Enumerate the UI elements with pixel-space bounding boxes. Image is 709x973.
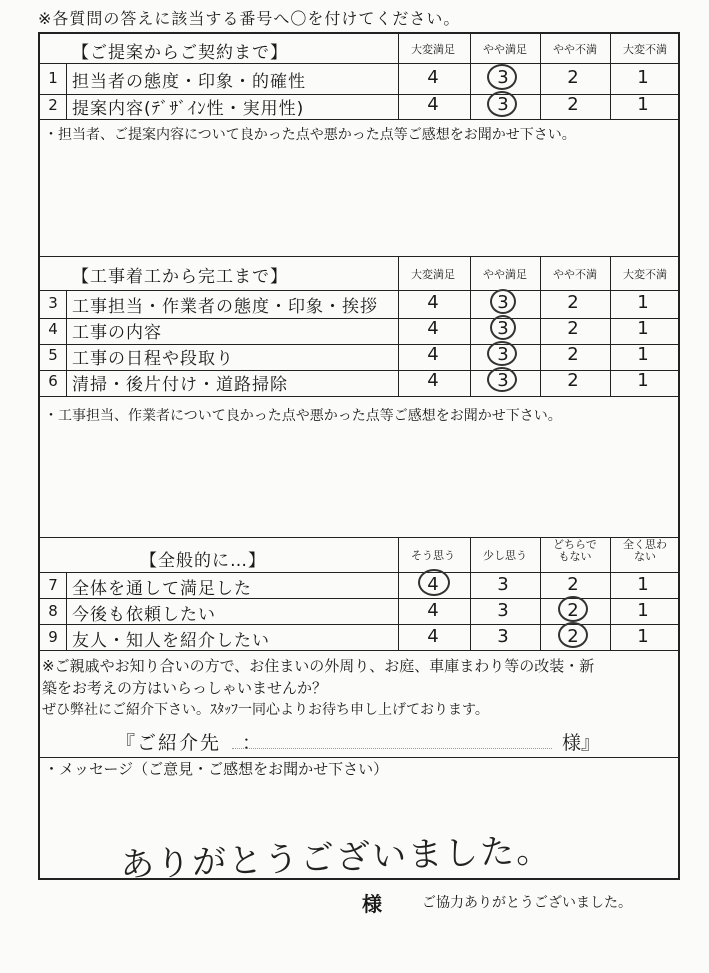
option-2[interactable]: 2 <box>567 344 579 365</box>
col-header: やや満足 <box>483 43 527 56</box>
question-text: 工事担当・作業者の態度・印象・挨拶 <box>72 297 378 317</box>
col-header: そう思う <box>411 549 455 562</box>
question-text: 工事の内容 <box>72 323 162 343</box>
section1-title: 【ご提案からご契約まで】 <box>72 43 288 63</box>
question-number: 6 <box>48 372 58 390</box>
option-1[interactable]: 1 <box>637 370 649 391</box>
col-header: 大変満足 <box>411 268 455 281</box>
comment-prompt: ・工事担当、作業者について良かった点や悪かった点等ご感想をお聞かせ下さい。 <box>44 408 562 424</box>
divider <box>40 63 678 64</box>
option-1[interactable]: 1 <box>637 344 649 365</box>
question-text: 担当者の態度・印象・的確性 <box>72 72 306 92</box>
option-1[interactable]: 1 <box>637 600 649 621</box>
option-4[interactable]: 4 <box>427 626 439 647</box>
question-text: 今後も依頼したい <box>72 605 216 625</box>
col-header: やや不満 <box>553 43 597 56</box>
option-3[interactable]: 3 <box>497 318 509 339</box>
referral-text: ぜひ弊社にご紹介下さい。ｽﾀｯﾌ一同心よりお待ち申し上げております。 <box>42 702 489 718</box>
selected-circle <box>487 64 517 90</box>
question-number: 2 <box>48 96 58 114</box>
col-header: 大変不満 <box>623 268 667 281</box>
referral-text: ※ご親戚やお知り合いの方で、お住まいの外周り、お庭、車庫まわり等の改装・新 <box>42 657 595 675</box>
option-1[interactable]: 1 <box>637 318 649 339</box>
option-1[interactable]: 1 <box>637 94 649 115</box>
option-4[interactable]: 4 <box>427 600 439 621</box>
divider <box>40 572 678 573</box>
question-text: 全体を通して満足した <box>72 579 252 599</box>
divider <box>40 290 678 291</box>
section2-title: 【工事着工から完工まで】 <box>72 267 288 287</box>
selected-circle <box>418 569 450 596</box>
option-3[interactable]: 3 <box>497 67 509 88</box>
selected-circle <box>487 341 517 366</box>
selected-circle <box>558 622 588 648</box>
option-4[interactable]: 4 <box>427 67 439 88</box>
section3-title: 【全般的に…】 <box>140 551 266 571</box>
footer-sama: 様 <box>362 892 382 916</box>
selected-circle <box>487 367 517 392</box>
divider <box>40 256 678 257</box>
col-header: 大変不満 <box>623 43 667 56</box>
option-3[interactable]: 3 <box>497 94 509 115</box>
option-3[interactable]: 3 <box>497 574 509 595</box>
option-2[interactable]: 2 <box>567 67 579 88</box>
question-text: 工事の日程や段取り <box>72 349 234 369</box>
selected-circle <box>490 289 516 314</box>
referral-text: 築をお考えの方はいらっしゃいませんか？ <box>42 679 328 697</box>
option-1[interactable]: 1 <box>637 626 649 647</box>
question-number: 7 <box>48 576 58 594</box>
col-header: やや満足 <box>483 268 527 281</box>
col-header: 大変満足 <box>411 43 455 56</box>
col-header: どちらで もない <box>553 538 597 563</box>
comment-prompt: ・担当者、ご提案内容について良かった点や悪かった点等ご感想をお聞かせ下さい。 <box>44 127 576 143</box>
question-number: 5 <box>48 346 58 364</box>
handwritten-message: ありがとうございました。 <box>119 830 553 886</box>
divider <box>40 119 678 120</box>
option-2[interactable]: 2 <box>567 574 579 595</box>
footer-thanks: ご協力ありがとうございました。 <box>422 895 632 911</box>
option-4[interactable]: 4 <box>427 292 439 313</box>
col-header: 全く思わ ない <box>623 538 667 563</box>
option-1[interactable]: 1 <box>637 574 649 595</box>
question-number: 4 <box>48 320 58 338</box>
question-number: 8 <box>48 602 58 620</box>
question-text: 提案内容(ﾃﾞｻﾞｲﾝ性・実用性) <box>72 99 305 119</box>
message-prompt: ・メッセージ（ご意見・ご感想をお聞かせ下さい） <box>44 760 389 778</box>
option-4[interactable]: 4 <box>427 344 439 365</box>
option-2[interactable]: 2 <box>567 94 579 115</box>
selected-circle <box>490 315 516 340</box>
col-header: やや不満 <box>553 268 597 281</box>
option-4[interactable]: 4 <box>427 94 439 115</box>
option-4[interactable]: 4 <box>427 370 439 391</box>
question-number: 9 <box>48 628 58 646</box>
option-3[interactable]: 3 <box>497 370 509 391</box>
col-header: 少し思う <box>483 549 527 562</box>
question-number: 1 <box>48 69 58 87</box>
divider <box>40 396 678 397</box>
option-4[interactable]: 4 <box>427 574 439 595</box>
option-4[interactable]: 4 <box>427 318 439 339</box>
option-1[interactable]: 1 <box>637 292 649 313</box>
referral-label: 『ご紹介先 ： <box>116 732 264 754</box>
option-3[interactable]: 3 <box>497 626 509 647</box>
instruction-text: ※各質問の答えに該当する番号へ〇を付けてください。 <box>38 9 461 28</box>
option-3[interactable]: 3 <box>497 292 509 313</box>
question-number: 3 <box>48 294 58 312</box>
selected-circle <box>558 596 588 622</box>
option-2[interactable]: 2 <box>567 318 579 339</box>
referral-input-line[interactable] <box>232 748 552 749</box>
option-2[interactable]: 2 <box>567 370 579 391</box>
option-2[interactable]: 2 <box>567 292 579 313</box>
question-text: 友人・知人を紹介したい <box>72 631 270 651</box>
option-2[interactable]: 2 <box>567 600 579 621</box>
option-1[interactable]: 1 <box>637 67 649 88</box>
referral-suffix: 様』 <box>562 732 601 754</box>
question-text: 清掃・後片付け・道路掃除 <box>72 375 288 395</box>
option-2[interactable]: 2 <box>567 626 579 647</box>
option-3[interactable]: 3 <box>497 344 509 365</box>
selected-circle <box>487 91 517 117</box>
option-3[interactable]: 3 <box>497 600 509 621</box>
